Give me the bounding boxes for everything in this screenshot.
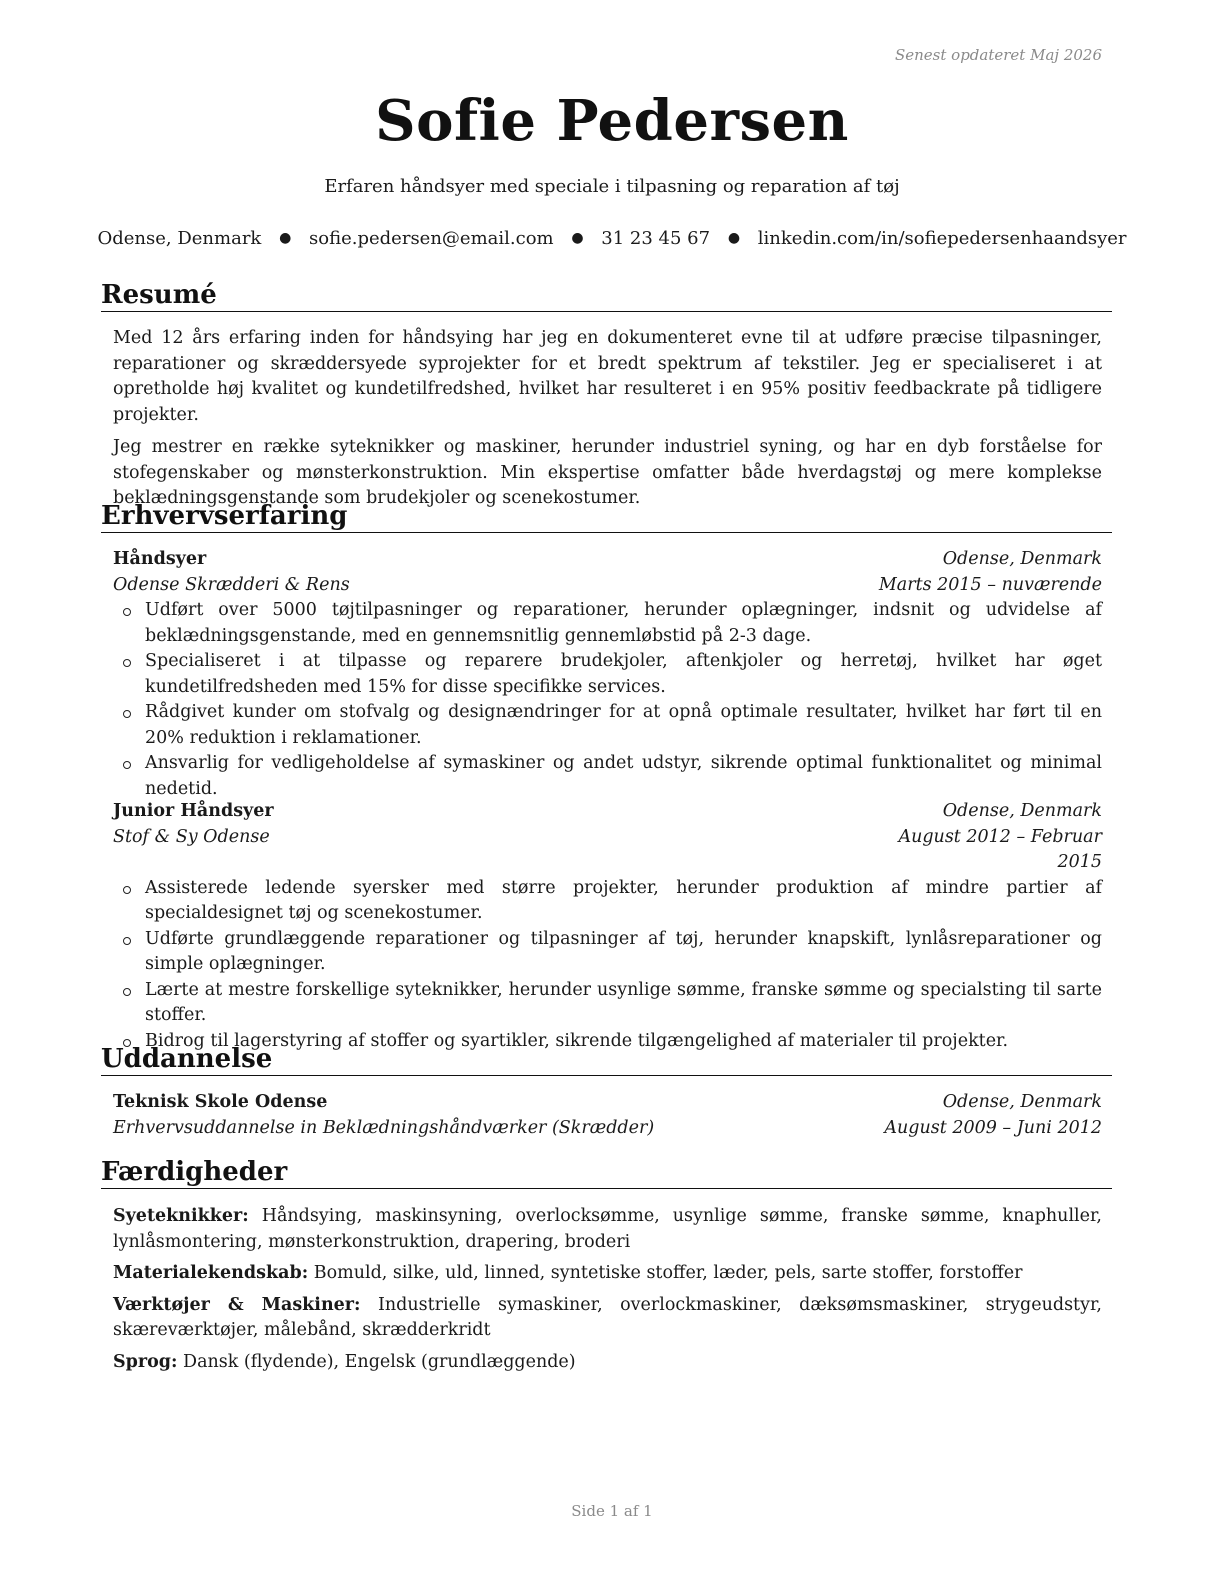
skill-line [113,1204,1102,1255]
job-bullets [113,876,1102,1055]
list-item: Lærte at mestre forskellige syteknikker, herunder usynlige sømme, franske sømme og specialsting til sarte stoffer. [113,978,1102,1029]
summary-paragraph: Jeg mestrer en række syteknikker og maskiner, herunder industriel syning, og har en dyb forståelse for stofegenskaber og mønsterkonstruktion. Min ekspertise omfatter både hverdagstøj og mere komplekse beklædningsgenstande som brudekjoler og scenekostumer. [113,437,1102,508]
last-updated: Senest opdateret Maj 2026 [894,46,1102,64]
skill-line [113,1261,1102,1287]
section-title-experience: Erhvervserfaring [101,501,1112,533]
bullet-separator-icon: ● [571,230,584,246]
skill-label: Materialekendskab: [113,1263,309,1283]
section-title-skills: Færdigheder [101,1157,1112,1189]
tagline: Erfaren håndsyer med speciale i tilpasning og reparation af tøj [324,176,900,197]
job-dates-line: 2015 [1057,852,1102,872]
job-role: Håndsyer [113,549,207,569]
page-number: Side 1 af 1 [571,1502,653,1520]
list-item: Specialiseret i at tilpasse og reparere brudekjoler, aftenkjoler og herretøj, hvilket har øget kundetilfredsheden med 15% for disse specifikke services. [113,649,1102,700]
degree: Erhvervsuddannelse in Beklædningshåndværker (Skrædder) [113,1117,655,1138]
skill-text: Håndsying, maskinsyning, overlocksømme, usynlige sømme, franske sømme, knaphuller, lynlåsmontering, mønsterkonstruktion, drapering, broderi [113,1206,1102,1252]
contact-line [0,228,1224,249]
job-role: Junior Håndsyer [113,801,274,821]
list-item: Rådgivet kunder om stofvalg og designændringer for at opnå optimale resultater, hvilket har ført til en 20% reduktion i reklamationer. [113,700,1102,751]
job-dates: Marts 2015 – nuværende [878,574,1102,595]
contact-email[interactable]: sofie.pedersen@email.com [309,228,554,249]
skills-section [113,1204,1102,1381]
contact-linkedin[interactable]: linkedin.com/in/sofiepedersenhaandsyer [757,228,1127,249]
bullet-separator-icon: ● [279,230,292,246]
contact-location: Odense, Denmark [97,228,262,249]
job-entry [113,547,1102,802]
list-item: Udførte grundlæggende reparationer og tilpasninger af tøj, herunder knapskift, lynlåsreparationer og simple oplægninger. [113,927,1102,978]
skill-text: Bomuld, silke, uld, linned, syntetiske stoffer, læder, pels, sarte stoffer, forstoffer [313,1263,1023,1283]
section-title-summary: Resumé [101,280,1112,312]
summary-section [113,326,1102,519]
job-location: Odense, Denmark [942,549,1102,569]
job-entry [113,799,1102,1054]
skill-label: Værktøjer & Maskiner: [113,1294,361,1315]
job-dates [898,825,1102,876]
bullet-separator-icon: ● [727,230,741,246]
skill-line [113,1350,1102,1376]
skill-label: Syeteknikker: [113,1206,249,1226]
summary-paragraph: Med 12 års erfaring inden for håndsying har jeg en dokumenteret evne til at udføre præcise tilpasninger, reparationer og skræddersyede syprojekter for et bredt spektrum af tekstiler. Jeg er specialiseret i at opretholde høj kvalitet og kundetilfredshed, hvilket har resulteret i en 95% positiv feedbackrate på tidligere projekter. [113,328,1102,425]
job-dates-line: August 2012 – Februar [898,826,1102,847]
skill-label: Sprog: [113,1351,178,1372]
job-company: Stof & Sy Odense [113,826,270,847]
list-item: Bidrog til lagerstyring af stoffer og syartikler, sikrende tilgængelighed af materialer til projekter. [113,1029,1102,1055]
job-location: Odense, Denmark [942,801,1102,821]
list-item: Udført over 5000 tøjtilpasninger og reparationer, herunder oplægninger, indsnit og udvidelse af beklædningsgenstande, med en gennemsnitlig gennemløbstid på 2-3 dage. [113,598,1102,649]
education-entry [113,1090,1102,1141]
school-name: Teknisk Skole Odense [113,1092,328,1112]
job-company: Odense Skrædderi & Rens [113,574,350,595]
skill-text: Dansk (flydende), Engelsk (grundlæggende) [183,1351,576,1372]
skill-text: Industrielle symaskiner, overlockmaskiner, dæksømsmaskiner, strygeudstyr, skæreværktøjer, målebånd, skrædderkridt [113,1294,1102,1340]
list-item: Ansvarlig for vedligeholdelse af symaskiner og andet udstyr, sikrende optimal funktionalitet og minimal nedetid. [113,751,1102,802]
skill-line [113,1293,1102,1344]
candidate-name: Sofie Pedersen [375,88,849,154]
contact-phone: 31 23 45 67 [601,228,711,249]
section-title-education: Uddannelse [101,1044,1112,1076]
list-item: Assisterede ledende syersker med større projekter, herunder produktion af mindre partier af specialdesignet tøj og scenekostumer. [113,876,1102,927]
school-location: Odense, Denmark [942,1092,1102,1112]
education-dates: August 2009 – Juni 2012 [884,1117,1102,1138]
job-bullets [113,598,1102,802]
